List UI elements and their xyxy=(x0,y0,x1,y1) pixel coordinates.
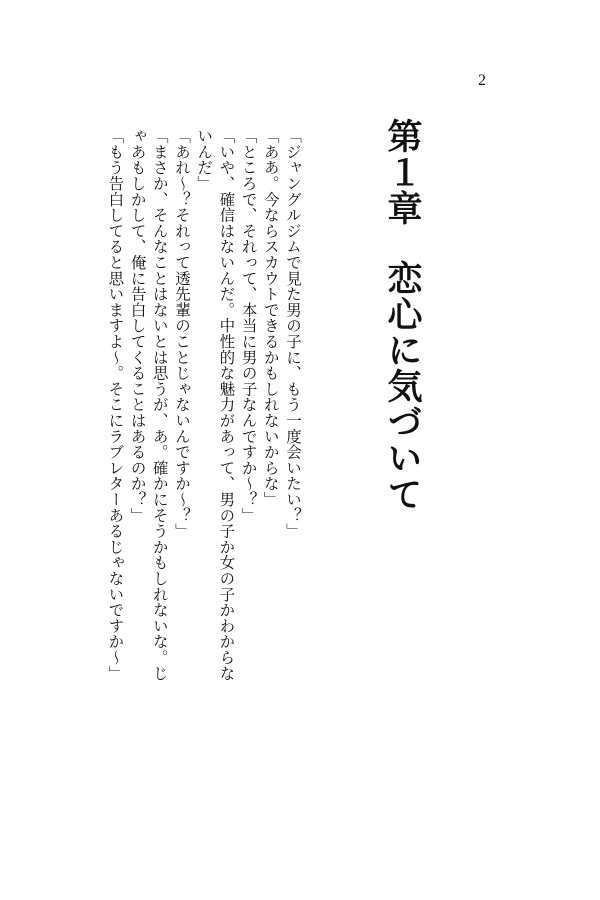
chapter-number-label: 第１章 xyxy=(382,118,422,226)
chapter-heading xyxy=(372,118,432,738)
page-number: 2 xyxy=(478,72,486,89)
dialogue-line: 「ジャングルジムで見た男の子に、もう一度会いたい？」 xyxy=(284,128,302,539)
chapter-title: 恋心に気づいて xyxy=(382,260,422,512)
dialogue-line: 「もう告白してると思いますよ～。そこにラブレターあるじゃないですか～」 xyxy=(106,128,125,681)
dialogue-line: 「ああ。今ならスカウトできるかもしれないからな」 xyxy=(261,128,280,508)
dialogue-line: 「いや、確信はないんだ。中性的な魅力があって、男の子か女の子かわからないんだ」 xyxy=(195,128,236,681)
dialogue-line: 「ところで、それって、本当に男の子なんですか～？」 xyxy=(239,128,258,523)
dialogue-line: 「まさか、そんなことはないとは思うが、あ。確かにそうかもしれないな。じゃあもしかして、俺に告白してくることはあるのか？」 xyxy=(128,128,169,681)
body-text xyxy=(60,128,304,688)
dialogue-line: 「あれ～？それって透先輩のことじゃないんですか～？」 xyxy=(172,128,191,539)
